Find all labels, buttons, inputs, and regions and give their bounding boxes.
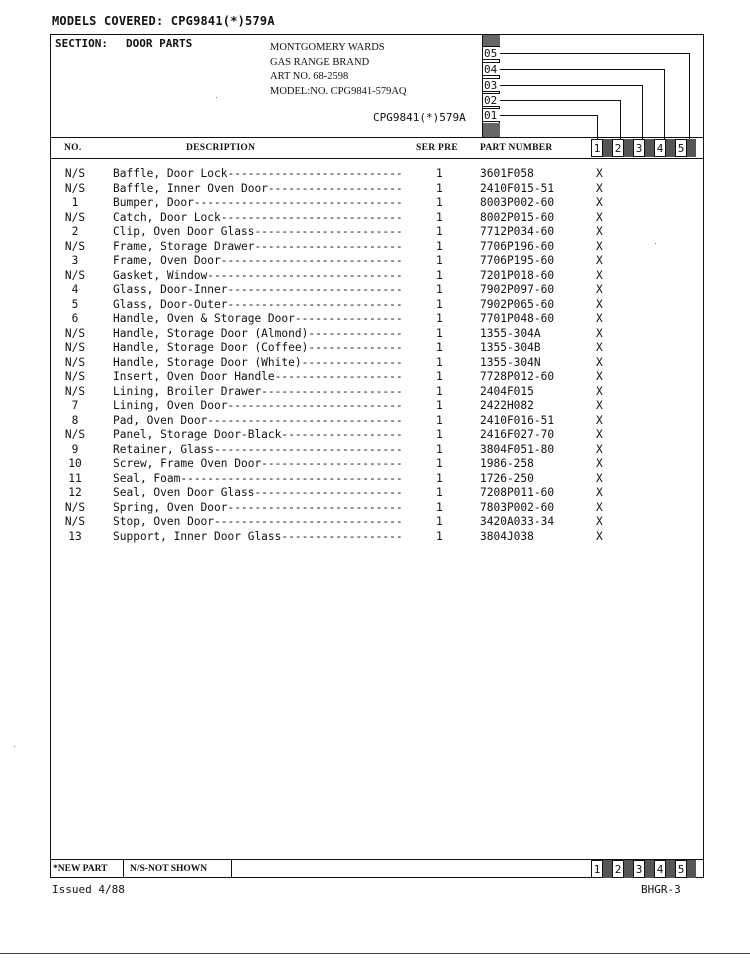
table-row bbox=[0, 530, 750, 545]
item-mark: X bbox=[596, 370, 603, 383]
item-description: Retainer, Glass---------------------------- bbox=[113, 442, 403, 456]
shaded-cell bbox=[603, 139, 612, 157]
table-row bbox=[0, 414, 750, 429]
brand-line: MODEL:NO. CPG9841-579AQ bbox=[270, 85, 407, 97]
item-no: N/S bbox=[64, 210, 86, 224]
item-qty: 1 bbox=[436, 457, 443, 470]
shaded-cell bbox=[666, 860, 675, 878]
item-description: Panel, Storage Door-Black------------------ bbox=[113, 428, 403, 441]
leader-line bbox=[664, 69, 665, 139]
item-part-number: 1355-304N bbox=[480, 355, 541, 369]
item-part-number: 7706P195-60 bbox=[480, 254, 555, 267]
item-description: Baffle, Door Lock-------------------------- bbox=[113, 167, 403, 180]
col-header-description: DESCRIPTION bbox=[186, 143, 256, 153]
version-code: 01 bbox=[483, 108, 500, 122]
column-number: 1 bbox=[591, 139, 603, 157]
item-qty: 1 bbox=[436, 225, 443, 238]
item-qty: 1 bbox=[436, 239, 443, 253]
item-part-number: 1355-304A bbox=[480, 326, 541, 340]
item-no: 13 bbox=[68, 529, 82, 543]
table-row bbox=[0, 370, 750, 385]
item-no: 5 bbox=[71, 297, 79, 311]
table-row bbox=[0, 211, 750, 226]
item-part-number: 3804J038 bbox=[480, 529, 534, 543]
shaded-cell bbox=[687, 139, 696, 157]
table-row bbox=[0, 472, 750, 487]
item-no: 9 bbox=[71, 442, 79, 456]
item-qty: 1 bbox=[436, 413, 443, 427]
item-description: Insert, Oven Door Handle------------------- bbox=[113, 370, 403, 383]
col-header-no: NO. bbox=[64, 143, 82, 153]
item-qty: 1 bbox=[436, 181, 443, 195]
item-part-number: 7728P012-60 bbox=[480, 370, 555, 383]
item-mark: X bbox=[596, 297, 603, 311]
item-qty: 1 bbox=[436, 268, 443, 282]
column-number: 5 bbox=[675, 139, 687, 157]
scan-speck bbox=[14, 746, 15, 747]
column-number: 4 bbox=[654, 139, 666, 157]
item-qty: 1 bbox=[436, 529, 443, 543]
item-no: 12 bbox=[68, 486, 82, 499]
item-no: 7 bbox=[71, 399, 79, 412]
item-no: N/S bbox=[64, 167, 86, 180]
table-row bbox=[0, 298, 750, 313]
item-description: Handle, Storage Door (White)--------------- bbox=[113, 355, 403, 369]
item-mark: X bbox=[596, 254, 603, 267]
version-code: 03 bbox=[483, 78, 500, 92]
item-part-number: 1355-304B bbox=[480, 341, 541, 354]
models-covered-title: MODELS COVERED: CPG9841(*)579A bbox=[52, 14, 275, 28]
item-qty: 1 bbox=[436, 370, 443, 383]
table-row bbox=[0, 327, 750, 342]
table-row bbox=[0, 341, 750, 356]
item-no: 1 bbox=[71, 196, 79, 209]
table-row bbox=[0, 501, 750, 516]
table-row bbox=[0, 428, 750, 443]
table-row bbox=[0, 385, 750, 400]
item-no: 6 bbox=[71, 312, 79, 325]
column-number: 5 bbox=[675, 860, 687, 878]
item-qty: 1 bbox=[436, 167, 443, 180]
leader-line bbox=[500, 53, 689, 54]
scan-speck bbox=[655, 243, 656, 244]
item-no: 11 bbox=[68, 471, 82, 485]
item-description: Catch, Door Lock--------------------------- bbox=[113, 210, 403, 224]
item-mark: X bbox=[596, 515, 603, 528]
item-description: Pad, Oven Door----------------------------- bbox=[113, 413, 403, 427]
item-mark: X bbox=[596, 457, 603, 470]
item-qty: 1 bbox=[436, 341, 443, 354]
table-row bbox=[0, 312, 750, 327]
item-no: N/S bbox=[64, 515, 86, 528]
item-part-number: 1726-250 bbox=[480, 471, 534, 485]
item-mark: X bbox=[596, 326, 603, 340]
column-number-boxes bbox=[591, 139, 696, 157]
column-number: 3 bbox=[633, 860, 645, 878]
item-description: Handle, Storage Door (Almond)-------------- bbox=[113, 326, 403, 340]
brand-line: GAS RANGE BRAND bbox=[270, 56, 370, 68]
item-mark: X bbox=[596, 399, 603, 412]
leader-line bbox=[597, 115, 598, 139]
item-no: N/S bbox=[64, 370, 86, 383]
column-number: 3 bbox=[633, 139, 645, 157]
page-bottom-rule bbox=[0, 953, 750, 954]
item-part-number: 2416F027-70 bbox=[480, 428, 555, 441]
item-no: N/S bbox=[64, 355, 86, 369]
item-mark: X bbox=[596, 239, 603, 253]
leader-line bbox=[642, 85, 643, 139]
item-no: N/S bbox=[64, 428, 86, 441]
table-row bbox=[0, 443, 750, 458]
item-mark: X bbox=[596, 442, 603, 456]
item-part-number: 7902P097-60 bbox=[480, 283, 555, 296]
scan-speck bbox=[216, 97, 217, 98]
item-description: Baffle, Inner Oven Door-------------------- bbox=[113, 181, 403, 195]
item-mark: X bbox=[596, 529, 603, 543]
shaded-cell bbox=[483, 123, 500, 137]
shaded-cell bbox=[483, 35, 500, 46]
shaded-cell bbox=[624, 139, 633, 157]
section-value: DOOR PARTS bbox=[126, 37, 193, 50]
item-no: N/S bbox=[64, 500, 86, 514]
brand-line: MONTGOMERY WARDS bbox=[270, 42, 385, 53]
item-mark: X bbox=[596, 196, 603, 209]
item-no: 2 bbox=[71, 225, 79, 238]
table-row bbox=[0, 269, 750, 284]
footer-column-number-boxes bbox=[591, 860, 696, 878]
item-description: Bumper, Door------------------------------- bbox=[113, 196, 403, 209]
item-no: 8 bbox=[71, 413, 79, 427]
item-mark: X bbox=[596, 167, 603, 180]
item-qty: 1 bbox=[436, 399, 443, 412]
item-qty: 1 bbox=[436, 312, 443, 325]
item-mark: X bbox=[596, 210, 603, 224]
item-description: Stop, Oven Door---------------------------- bbox=[113, 515, 403, 528]
item-description: Lining, Oven Door-------------------------- bbox=[113, 399, 403, 412]
shaded-cell bbox=[666, 139, 675, 157]
item-no: 4 bbox=[71, 283, 79, 296]
item-qty: 1 bbox=[436, 355, 443, 369]
item-part-number: 2422H082 bbox=[480, 399, 534, 412]
column-number: 1 bbox=[591, 860, 603, 878]
item-mark: X bbox=[596, 428, 603, 441]
brand-line: ART NO. 68-2598 bbox=[270, 71, 349, 82]
column-number: 2 bbox=[612, 139, 624, 157]
item-qty: 1 bbox=[436, 297, 443, 311]
item-part-number: 2404F015 bbox=[480, 384, 534, 398]
brand-block bbox=[270, 41, 407, 99]
leader-line bbox=[500, 69, 664, 70]
item-qty: 1 bbox=[436, 442, 443, 456]
item-no: N/S bbox=[64, 181, 86, 195]
section-label: SECTION: bbox=[55, 37, 108, 50]
page-code: BHGR-3 bbox=[641, 883, 681, 896]
item-description: Handle, Storage Door (Coffee)-------------- bbox=[113, 341, 403, 354]
item-mark: X bbox=[596, 268, 603, 282]
col-header-ser-pre: SER PRE bbox=[416, 143, 458, 153]
item-mark: X bbox=[596, 312, 603, 325]
header-divider bbox=[50, 137, 704, 138]
item-no: N/S bbox=[64, 341, 86, 354]
item-part-number: 7208P011-60 bbox=[480, 486, 555, 499]
item-qty: 1 bbox=[436, 210, 443, 224]
item-part-number: 3804F051-80 bbox=[480, 442, 555, 456]
item-qty: 1 bbox=[436, 196, 443, 209]
item-part-number: 8002P015-60 bbox=[480, 210, 555, 224]
item-qty: 1 bbox=[436, 500, 443, 514]
item-part-number: 7706P196-60 bbox=[480, 239, 555, 253]
table-row bbox=[0, 399, 750, 414]
item-no: N/S bbox=[64, 384, 86, 398]
issued-date: Issued 4/88 bbox=[52, 883, 125, 896]
item-qty: 1 bbox=[436, 254, 443, 267]
version-code: 04 bbox=[483, 62, 500, 76]
item-part-number: 7201P018-60 bbox=[480, 268, 555, 282]
item-mark: X bbox=[596, 486, 603, 499]
item-qty: 1 bbox=[436, 515, 443, 528]
item-mark: X bbox=[596, 413, 603, 427]
item-no: N/S bbox=[64, 268, 86, 282]
column-header-divider bbox=[50, 158, 704, 159]
table-row bbox=[0, 225, 750, 240]
item-description: Lining, Broiler Drawer--------------------- bbox=[113, 384, 403, 398]
leader-line bbox=[500, 115, 597, 116]
version-code: 02 bbox=[483, 93, 500, 107]
item-qty: 1 bbox=[436, 283, 443, 296]
shaded-cell bbox=[603, 860, 612, 878]
item-description: Gasket, Window----------------------------- bbox=[113, 268, 403, 282]
col-header-part-number: PART NUMBER bbox=[480, 143, 553, 153]
new-part-legend: *NEW PART bbox=[50, 860, 124, 878]
not-shown-legend: N/S-NOT SHOWN bbox=[124, 860, 232, 878]
item-description: Seal, Oven Door Glass---------------------- bbox=[113, 486, 403, 499]
item-description: Handle, Oven & Storage Door---------------- bbox=[113, 312, 403, 325]
item-part-number: 3601F058 bbox=[480, 167, 534, 180]
item-description: Glass, Door-Inner-------------------------- bbox=[113, 283, 403, 296]
item-description: Frame, Oven Door--------------------------- bbox=[113, 254, 403, 267]
shaded-cell bbox=[645, 860, 654, 878]
item-description: Support, Inner Door Glass------------------ bbox=[113, 529, 403, 543]
item-description: Frame, Storage Drawer---------------------- bbox=[113, 239, 403, 253]
leader-line bbox=[500, 100, 620, 101]
item-no: 3 bbox=[71, 254, 79, 267]
item-description: Clip, Oven Door Glass---------------------- bbox=[113, 225, 403, 238]
item-no: 10 bbox=[68, 457, 82, 470]
item-mark: X bbox=[596, 341, 603, 354]
item-mark: X bbox=[596, 384, 603, 398]
item-mark: X bbox=[596, 225, 603, 238]
table-row bbox=[0, 283, 750, 298]
table-row bbox=[0, 486, 750, 501]
item-qty: 1 bbox=[436, 486, 443, 499]
item-part-number: 2410F015-51 bbox=[480, 181, 555, 195]
item-part-number: 1986-258 bbox=[480, 457, 534, 470]
item-no: N/S bbox=[64, 326, 86, 340]
item-description: Spring, Oven Door-------------------------- bbox=[113, 500, 403, 514]
item-part-number: 3420A033-34 bbox=[480, 515, 555, 528]
item-mark: X bbox=[596, 181, 603, 195]
leader-line bbox=[500, 85, 642, 86]
item-qty: 1 bbox=[436, 471, 443, 485]
item-description: Screw, Frame Oven Door--------------------- bbox=[113, 457, 403, 470]
item-mark: X bbox=[596, 283, 603, 296]
item-part-number: 7803P002-60 bbox=[480, 500, 555, 514]
shaded-cell bbox=[687, 860, 696, 878]
version-code: 05 bbox=[483, 46, 500, 60]
item-mark: X bbox=[596, 355, 603, 369]
shaded-cell bbox=[645, 139, 654, 157]
item-no: N/S bbox=[64, 239, 86, 253]
item-description: Glass, Door-Outer-------------------------- bbox=[113, 297, 403, 311]
table-row bbox=[0, 196, 750, 211]
model-id: CPG9841(*)579A bbox=[373, 111, 466, 124]
item-part-number: 2410F016-51 bbox=[480, 413, 555, 427]
item-qty: 1 bbox=[436, 384, 443, 398]
column-number: 2 bbox=[612, 860, 624, 878]
item-description: Seal, Foam--------------------------------- bbox=[113, 471, 403, 485]
item-qty: 1 bbox=[436, 428, 443, 441]
table-row bbox=[0, 240, 750, 255]
table-row bbox=[0, 167, 750, 182]
item-mark: X bbox=[596, 471, 603, 485]
item-part-number: 7701P048-60 bbox=[480, 312, 555, 325]
table-row bbox=[0, 182, 750, 197]
column-number: 4 bbox=[654, 860, 666, 878]
item-part-number: 7712P034-60 bbox=[480, 225, 555, 238]
leader-line bbox=[620, 100, 621, 139]
table-row bbox=[0, 254, 750, 269]
leader-line bbox=[689, 53, 690, 139]
table-row bbox=[0, 457, 750, 472]
table-row bbox=[0, 356, 750, 371]
table-row bbox=[0, 515, 750, 530]
item-mark: X bbox=[596, 500, 603, 514]
item-part-number: 8003P002-60 bbox=[480, 196, 555, 209]
shaded-cell bbox=[624, 860, 633, 878]
item-part-number: 7902P065-60 bbox=[480, 297, 555, 311]
item-qty: 1 bbox=[436, 326, 443, 340]
